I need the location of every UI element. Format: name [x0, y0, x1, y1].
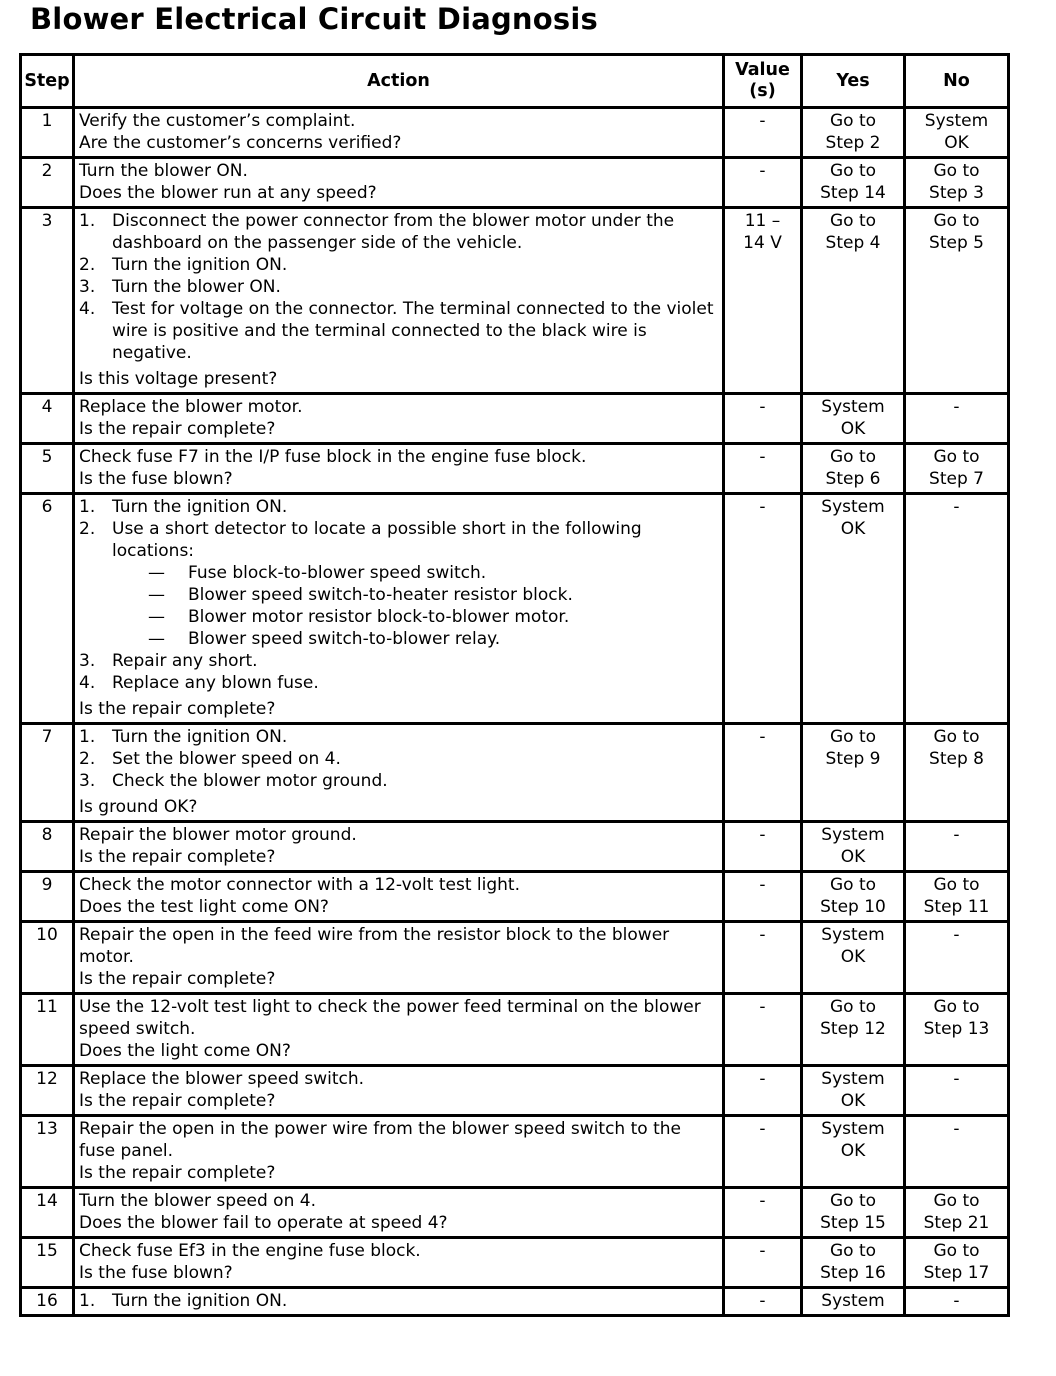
- table-row: [21, 158, 1009, 208]
- yes-line: Step 2: [825, 133, 881, 153]
- no-line: Step 5: [929, 233, 984, 253]
- no-line: Go to: [933, 161, 980, 181]
- action-line: Repair the open in the feed wire from the resistor block to the blower motor.: [79, 925, 670, 967]
- table-row: [21, 394, 1009, 444]
- no-cell: [905, 822, 1009, 872]
- action-line: Does the light come ON?: [79, 1041, 291, 1061]
- location-item: [112, 562, 718, 584]
- table-row: [21, 724, 1009, 822]
- value-line: 11 –: [744, 211, 781, 231]
- action-cell: [74, 494, 724, 724]
- yes-line: Go to: [829, 1241, 877, 1261]
- value-cell: [724, 724, 802, 822]
- no-line: OK: [944, 133, 969, 153]
- no-line: -: [953, 397, 960, 417]
- no-cell: [905, 158, 1009, 208]
- no-line: Go to: [933, 875, 980, 895]
- action-step-text: Check the blower motor ground.: [112, 771, 388, 791]
- value-text: -: [759, 161, 766, 181]
- action-step: [79, 254, 718, 276]
- location-text: Blower speed switch-to-heater resistor block.: [188, 585, 573, 605]
- step-number: 3: [21, 208, 74, 394]
- action-step-text: Set the blower speed on 4.: [112, 749, 341, 769]
- step-number: 16: [21, 1288, 74, 1316]
- action-step-text: Turn the ignition ON.: [112, 255, 288, 275]
- yes-cell: [802, 108, 905, 158]
- action-line: Does the test light come ON?: [79, 897, 329, 917]
- no-cell: [905, 1238, 1009, 1288]
- action-step: [79, 518, 718, 650]
- no-line: Go to: [933, 1241, 980, 1261]
- table-row: [21, 494, 1009, 724]
- action-step-list: [79, 1290, 718, 1312]
- no-line: Go to: [933, 1191, 980, 1211]
- value-cell: [724, 1188, 802, 1238]
- yes-line: System: [821, 397, 885, 417]
- value-text: -: [759, 825, 766, 845]
- action-step-number: 1.: [79, 211, 96, 231]
- action-step-number: 1.: [79, 727, 96, 747]
- action-step: [79, 650, 718, 672]
- yes-cell: [802, 158, 905, 208]
- yes-line: OK: [840, 847, 866, 867]
- value-text: -: [759, 447, 766, 467]
- yes-line: Go to: [829, 1191, 877, 1211]
- table-row: [21, 444, 1009, 494]
- action-step-number: 4.: [79, 673, 96, 693]
- yes-cell: [802, 1238, 905, 1288]
- action-step-number: 3.: [79, 651, 96, 671]
- action-cell: [74, 108, 724, 158]
- header-step: Step: [21, 55, 74, 108]
- action-line: Does the blower fail to operate at speed 4?: [79, 1213, 448, 1233]
- action-step-number: 2.: [79, 519, 96, 539]
- action-cell: [74, 922, 724, 994]
- yes-cell: [802, 724, 905, 822]
- yes-line: System: [821, 1291, 885, 1311]
- action-step-number: 3.: [79, 277, 96, 297]
- value-cell: [724, 494, 802, 724]
- value-cell: [724, 1066, 802, 1116]
- table-row: [21, 994, 1009, 1066]
- action-step-text: Turn the blower ON.: [112, 277, 281, 297]
- yes-line: Step 10: [820, 897, 886, 917]
- action-cell: [74, 994, 724, 1066]
- no-line: -: [953, 497, 960, 517]
- yes-line: System: [821, 497, 885, 517]
- table-row: [21, 1238, 1009, 1288]
- value-text: -: [759, 1241, 766, 1261]
- value-cell: [724, 1116, 802, 1188]
- action-step-number: 2.: [79, 255, 96, 275]
- action-cell: [74, 394, 724, 444]
- location-list: [112, 562, 718, 650]
- action-line: Is the fuse blown?: [79, 1263, 233, 1283]
- step-number: 7: [21, 724, 74, 822]
- yes-line: System: [821, 1119, 885, 1139]
- no-cell: [905, 1188, 1009, 1238]
- no-line: Go to: [933, 997, 980, 1017]
- value-cell: [724, 922, 802, 994]
- value-text: -: [759, 727, 766, 747]
- no-line: Go to: [933, 727, 980, 747]
- value-text: -: [759, 875, 766, 895]
- yes-line: Go to: [829, 997, 877, 1017]
- location-text: Fuse block-to-blower speed switch.: [188, 563, 487, 583]
- action-cell: [74, 1188, 724, 1238]
- action-line: Check the motor connector with a 12-volt test light.: [79, 875, 520, 895]
- no-line: System: [924, 111, 989, 131]
- value-cell: [724, 994, 802, 1066]
- no-line: Step 17: [923, 1263, 990, 1283]
- action-step-list: [79, 210, 718, 364]
- value-cell: [724, 1238, 802, 1288]
- yes-cell: [802, 1066, 905, 1116]
- value-text: -: [759, 1191, 766, 1211]
- no-line: -: [953, 1119, 960, 1139]
- step-number: 4: [21, 394, 74, 444]
- yes-line: Step 15: [820, 1213, 886, 1233]
- diagnosis-table: [19, 53, 1010, 1317]
- action-line: Is the fuse blown?: [79, 469, 233, 489]
- action-step: [79, 770, 718, 792]
- action-line: Repair the blower motor ground.: [79, 825, 357, 845]
- yes-line: Step 4: [825, 233, 881, 253]
- value-text: -: [759, 111, 766, 131]
- action-step-text: Test for voltage on the connector. The terminal connected to the violet wire is positive and the terminal connected to the black wire is negative.: [112, 299, 714, 363]
- no-line: Step 3: [929, 183, 984, 203]
- step-number: 6: [21, 494, 74, 724]
- no-line: -: [953, 825, 960, 845]
- yes-line: Go to: [829, 727, 877, 747]
- step-number: 1: [21, 108, 74, 158]
- no-cell: [905, 208, 1009, 394]
- action-step-number: 3.: [79, 771, 96, 791]
- step-number: 10: [21, 922, 74, 994]
- yes-line: System: [821, 925, 885, 945]
- action-step-text: Use a short detector to locate a possible short in the following locations:: [112, 519, 642, 561]
- no-line: Step 11: [923, 897, 990, 917]
- no-cell: [905, 872, 1009, 922]
- no-line: Step 13: [923, 1019, 990, 1039]
- action-line: Turn the blower speed on 4.: [79, 1191, 316, 1211]
- no-line: Step 7: [929, 469, 984, 489]
- value-text: -: [759, 1119, 766, 1139]
- action-step-number: 4.: [79, 299, 96, 319]
- no-cell: [905, 1116, 1009, 1188]
- value-text: -: [759, 497, 766, 517]
- location-text: Blower motor resistor block-to-blower motor.: [188, 607, 570, 627]
- yes-line: System: [821, 1069, 885, 1089]
- yes-line: Step 16: [820, 1263, 886, 1283]
- action-step: [79, 496, 718, 518]
- value-text: -: [759, 1069, 766, 1089]
- dash-bullet: —: [148, 563, 165, 583]
- step-number: 14: [21, 1188, 74, 1238]
- step-number: 5: [21, 444, 74, 494]
- value-text: -: [759, 925, 766, 945]
- dash-bullet: —: [148, 585, 165, 605]
- dash-bullet: —: [148, 629, 165, 649]
- no-cell: [905, 494, 1009, 724]
- value-cell: [724, 444, 802, 494]
- table-row: [21, 872, 1009, 922]
- action-line: Are the customer’s concerns verified?: [79, 133, 402, 153]
- action-cell: [74, 1116, 724, 1188]
- action-line: Is the repair complete?: [79, 969, 276, 989]
- action-line: Does the blower run at any speed?: [79, 183, 377, 203]
- yes-line: Go to: [829, 111, 877, 131]
- yes-cell: [802, 494, 905, 724]
- no-line: Go to: [933, 447, 980, 467]
- dash-bullet: —: [148, 607, 165, 627]
- no-cell: [905, 394, 1009, 444]
- yes-line: System: [821, 825, 885, 845]
- yes-cell: [802, 822, 905, 872]
- step-number: 12: [21, 1066, 74, 1116]
- no-cell: [905, 922, 1009, 994]
- value-cell: [724, 208, 802, 394]
- action-step-number: 2.: [79, 749, 96, 769]
- yes-cell: [802, 444, 905, 494]
- action-cell: [74, 208, 724, 394]
- no-cell: [905, 108, 1009, 158]
- action-step: [79, 276, 718, 298]
- location-text: Blower speed switch-to-blower relay.: [188, 629, 501, 649]
- action-step-text: Turn the ignition ON.: [112, 497, 288, 517]
- location-item: [112, 606, 718, 628]
- action-question: Is the repair complete?: [79, 699, 276, 719]
- action-cell: [74, 1066, 724, 1116]
- value-cell: [724, 158, 802, 208]
- action-cell: [74, 724, 724, 822]
- action-line: Replace the blower motor.: [79, 397, 303, 417]
- yes-line: Step 6: [825, 469, 881, 489]
- no-line: Step 8: [929, 749, 984, 769]
- yes-cell: [802, 872, 905, 922]
- yes-line: OK: [840, 1141, 866, 1161]
- action-cell: [74, 444, 724, 494]
- action-step-number: 1.: [79, 497, 96, 517]
- action-line: Is the repair complete?: [79, 847, 276, 867]
- action-step: [79, 1290, 718, 1312]
- header-no: No: [905, 55, 1009, 108]
- action-step-text: Disconnect the power connector from the blower motor under the dashboard on the passenger side of the vehicle.: [112, 211, 675, 253]
- action-cell: [74, 872, 724, 922]
- action-step-list: [79, 496, 718, 694]
- step-number: 11: [21, 994, 74, 1066]
- location-item: [112, 628, 718, 650]
- action-line: Is the repair complete?: [79, 419, 276, 439]
- table-row: [21, 1188, 1009, 1238]
- table-row: [21, 1116, 1009, 1188]
- yes-line: OK: [840, 947, 866, 967]
- yes-cell: [802, 1116, 905, 1188]
- action-line: Is the repair complete?: [79, 1091, 276, 1111]
- action-cell: [74, 158, 724, 208]
- no-cell: [905, 444, 1009, 494]
- no-cell: [905, 994, 1009, 1066]
- no-cell: [905, 1288, 1009, 1316]
- step-number: 9: [21, 872, 74, 922]
- value-cell: [724, 822, 802, 872]
- yes-line: Step 12: [820, 1019, 886, 1039]
- step-number: 13: [21, 1116, 74, 1188]
- page-title: Blower Electrical Circuit Diagnosis: [30, 2, 598, 36]
- yes-cell: [802, 922, 905, 994]
- yes-line: Go to: [829, 875, 877, 895]
- yes-cell: [802, 994, 905, 1066]
- table-header-row: [21, 55, 1009, 108]
- action-cell: [74, 822, 724, 872]
- yes-line: OK: [840, 419, 866, 439]
- no-cell: [905, 1066, 1009, 1116]
- table-row: [21, 108, 1009, 158]
- action-line: Turn the blower ON.: [79, 161, 248, 181]
- action-step-text: Turn the ignition ON.: [112, 1291, 288, 1311]
- action-line: Verify the customer’s complaint.: [79, 111, 356, 131]
- action-step: [79, 748, 718, 770]
- action-cell: [74, 1288, 724, 1316]
- yes-cell: [802, 1188, 905, 1238]
- step-number: 2: [21, 158, 74, 208]
- no-line: Step 21: [923, 1213, 990, 1233]
- yes-line: Step 14: [820, 183, 886, 203]
- action-step-text: Turn the ignition ON.: [112, 727, 288, 747]
- value-text: -: [759, 397, 766, 417]
- header-value: [724, 55, 802, 108]
- action-line: Replace the blower speed switch.: [79, 1069, 365, 1089]
- action-step: [79, 672, 718, 694]
- table-row: [21, 1066, 1009, 1116]
- step-number: 8: [21, 822, 74, 872]
- header-value-line1: Value: [735, 60, 790, 80]
- action-line: Repair the open in the power wire from the blower speed switch to the fuse panel.: [79, 1119, 681, 1161]
- value-cell: [724, 1288, 802, 1316]
- table-row: [21, 822, 1009, 872]
- value-cell: [724, 872, 802, 922]
- value-cell: [724, 108, 802, 158]
- no-line: -: [953, 1069, 960, 1089]
- action-step-number: 1.: [79, 1291, 96, 1311]
- action-step-text: Repair any short.: [112, 651, 258, 671]
- header-action: Action: [74, 55, 724, 108]
- value-line: 14 V: [743, 233, 782, 253]
- action-cell: [74, 1238, 724, 1288]
- no-line: -: [953, 925, 960, 945]
- value-cell: [724, 394, 802, 444]
- yes-line: OK: [840, 1091, 866, 1111]
- action-question: Is ground OK?: [79, 797, 198, 817]
- action-line: Check fuse Ef3 in the engine fuse block.: [79, 1241, 421, 1261]
- location-item: [112, 584, 718, 606]
- yes-line: OK: [840, 519, 866, 539]
- header-yes: Yes: [802, 55, 905, 108]
- table-row: [21, 922, 1009, 994]
- no-cell: [905, 724, 1009, 822]
- action-line: Use the 12-volt test light to check the power feed terminal on the blower speed switch.: [79, 997, 701, 1039]
- table-row: [21, 1288, 1009, 1316]
- action-step: [79, 298, 718, 364]
- yes-line: Go to: [829, 161, 877, 181]
- yes-cell: [802, 1288, 905, 1316]
- action-step: [79, 726, 718, 748]
- action-line: Check fuse F7 in the I/P fuse block in the engine fuse block.: [79, 447, 587, 467]
- value-text: -: [759, 1291, 766, 1311]
- action-step: [79, 210, 718, 254]
- action-step-list: [79, 726, 718, 792]
- yes-cell: [802, 394, 905, 444]
- value-text: -: [759, 997, 766, 1017]
- action-line: Is the repair complete?: [79, 1163, 276, 1183]
- action-question: Is this voltage present?: [79, 369, 278, 389]
- yes-cell: [802, 208, 905, 394]
- header-value-line2: (s): [749, 81, 776, 101]
- yes-line: Step 9: [825, 749, 881, 769]
- step-number: 15: [21, 1238, 74, 1288]
- no-line: -: [953, 1291, 960, 1311]
- yes-line: Go to: [829, 447, 877, 467]
- no-line: Go to: [933, 211, 980, 231]
- yes-line: Go to: [829, 211, 877, 231]
- table-row: [21, 208, 1009, 394]
- action-step-text: Replace any blown fuse.: [112, 673, 319, 693]
